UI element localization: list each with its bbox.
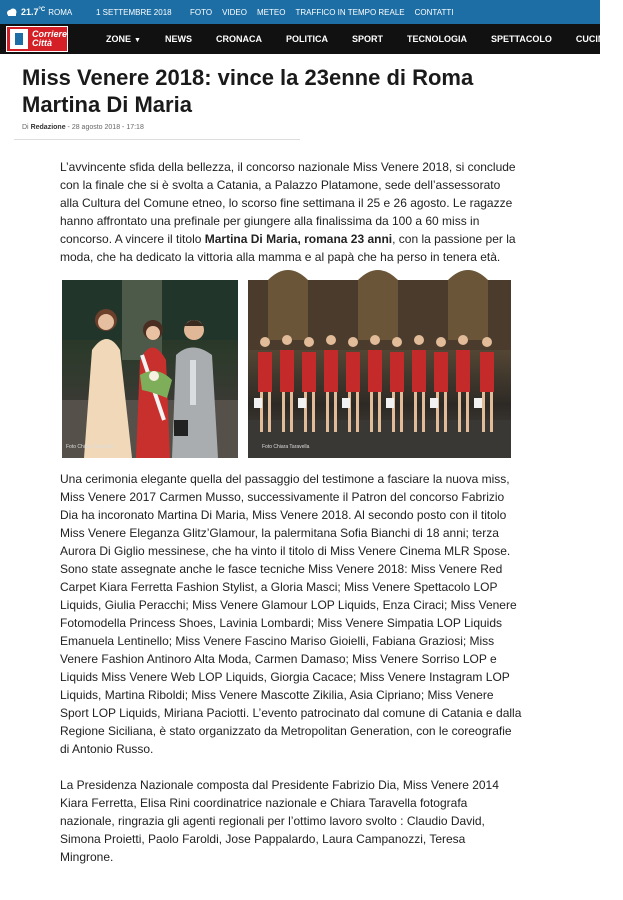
article-paragraph-3: La Presidenza Nazionale composta dal Presidente Fabrizio Dia, Miss Venere 2014 Kiara Ferretta, Elisa Rini coordinatrice nazionale e Chiara Taravella fotografa nazionale, ringrazia gli agenti regionali per l’ottimo lavoro svolto : Claudio David, Simona Proietti, Paolo Faroldi, Jose Pappalardo, Laura Campanozzi, Teresa Mingrone. [60,778,499,864]
author-link[interactable]: Redazione [30,124,66,131]
weather-temp: $21.7^{^\circ C}$ [21,7,46,17]
article-paragraph-1: L’avvincente sfida della bellezza, il concorso nazionale Miss Venere 2018, si conclude con la finale che si è svolta a Catania, a Palazzo Platamone, sede dell’assessorato alla Cultura del Comune etneo, lo scorso fine settimana il 25 e 26 agosto. Le ragazze hanno affrontato una prefinale per giungere alla finalissima da 100 a 60 miss in concorso. A vincere il titolo Martina Di Maria, romana 23 anni, con la passione per la moda, che ha dedicato la vittoria alla mamma e al papà che ha perso in tenera età. [60,160,516,264]
top-link-traffico[interactable]: TRAFFICO IN TEMPO REALE [295,7,405,17]
current-date: 1 SETTEMBRE 2018 [96,7,172,17]
article-byline: Di Redazione - 28 agosto 2018 - 17:18 [22,124,144,131]
title-divider [14,139,300,140]
top-link-foto[interactable]: FOTO [190,7,213,17]
photo-row [0,280,600,458]
top-link-meteo[interactable]: METEO [256,7,286,17]
site-logo[interactable] [6,26,68,52]
top-bar [0,0,600,24]
weather-cloud-icon [6,8,18,17]
weather-city: ROMA [48,7,73,17]
nav-item-zone[interactable]: ZONE ▼ [106,34,141,44]
article-title: Miss Venere 2018: vince la 23enne di Roma Martina Di Maria [22,65,474,117]
weather-widget[interactable] [6,7,86,17]
photo-winner-image [62,280,238,458]
nav-menu [94,34,623,44]
nav-item-news[interactable]: NEWS [164,34,192,44]
article-date: 28 agosto 2018 - 17:18 [71,124,144,131]
photo-finalists[interactable] [248,280,511,458]
nav-item-cucina[interactable]: CUCINA [575,34,611,44]
nav-item-sport[interactable]: SPORT [351,34,383,44]
main-navbar [0,24,611,54]
logo-text: Corriere Città [32,29,68,48]
top-link-video[interactable]: VIDEO [222,7,247,17]
top-links [190,8,453,17]
chevron-down-icon: ▼ [134,37,141,44]
photo-finalists-credit: Foto Chiara Taravella [262,444,310,450]
photo-finalists-image [248,280,511,458]
article-paragraph-2: Una cerimonia elegante quella del passaggio del testimone a fasciare la nuova miss, Miss Venere 2017 Carmen Musso, successivamente il Patron del concorso Fabrizio Dia ha incoronato Martina Di Maria, Miss Venere 2018. Al secondo posto con il titolo Miss Venere Eleganza Glitz’Glamour, la palermitana Sofia Bianchi di 18 anni; terza Aurora Di Giglio messinese, che ha vinto il titolo di Miss Venere Cinema MLR Spose. Sono state assegnate anche le fasce tecniche Miss Venere 2018: Miss Venere Red Carpet Kiara Ferretta Fashion Stylist, a Gloria Masci; Miss Venere Spettacolo LOP Liquids, Giulia Peracchi; Miss Venere Glamour LOP Liquids, Enza Ciraci; Miss Venere Fotomodella Princess Shoes, Lavinia Lombardi; Miss Venere Simpatia LOP Liquids Emanuela Lentinello; Miss Venere Fascino Mariso Gioielli, Fabiana Graziosi; Miss Venere Fashion Antinoro Alta Moda, Carmen Damaso; Miss Venere Sorriso LOP e Liquids Miss Venere Web LOP Liquids, Giorgia Cacace; Miss Venere Instagram LOP Liquids, Martina Riboldi; Miss Venere Mascotte Zikilia, Asia Cipriano; Miss Venere Sport LOP Liquids, Miriana Paciotti. L’evento patrocinato dal comune di Catania e dalla Regione Siciliana, è stato organizzato da Metropolitan Generation, con le coreografie di Antonio Russo. [60,472,522,756]
top-link-contatti[interactable]: CONTATTI [414,7,454,17]
nav-item-politica[interactable]: POLITICA [285,34,328,44]
logo-mark-icon [10,29,28,49]
photo-winner[interactable] [62,280,238,458]
photo-winner-credit: Foto Chiara Taravella [66,444,114,450]
nav-item-cronaca[interactable]: CRONACA [215,34,262,44]
nav-item-spettacolo[interactable]: SPETTACOLO [490,34,552,44]
nav-item-tecnologia[interactable]: TECNOLOGIA [406,34,467,44]
